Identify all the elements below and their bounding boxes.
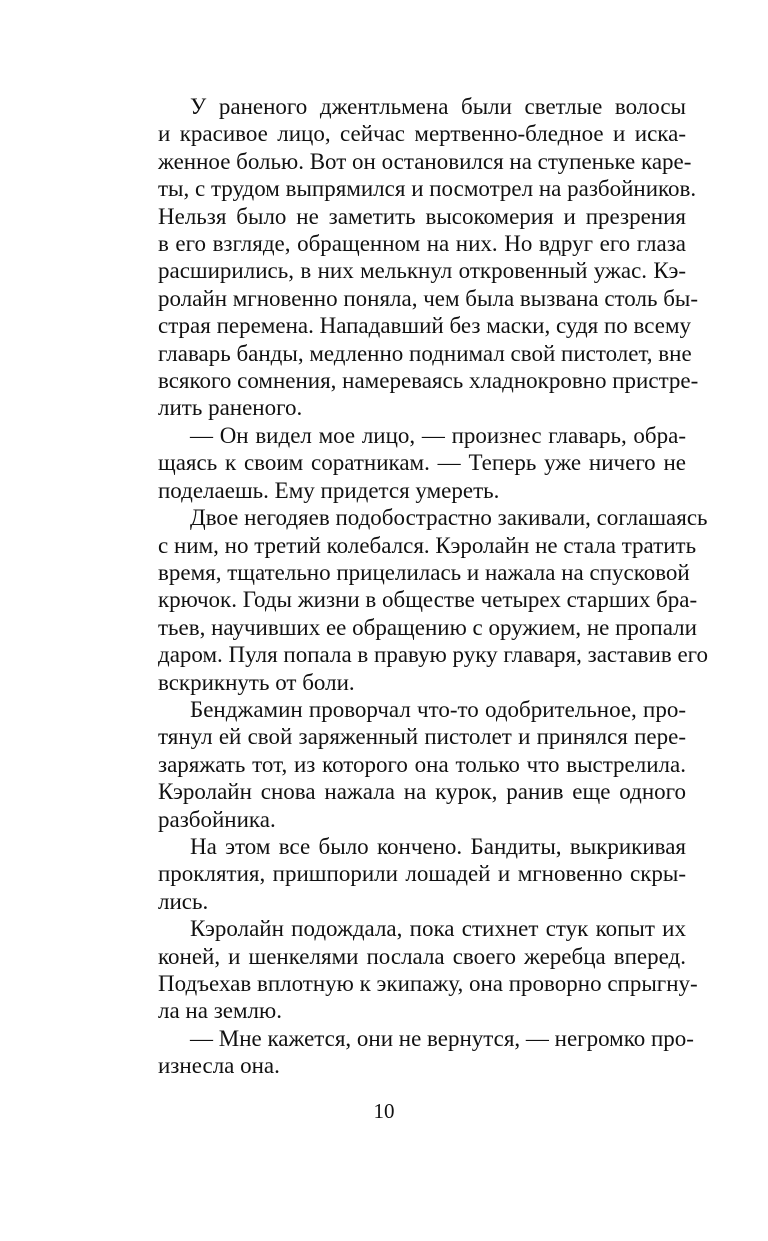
paragraph-6 [126, 915, 698, 1025]
text-line: На этом все было кончено. Бандиты, выкрикивая [190, 833, 686, 859]
text-line: страя перемена. Нападавший без маски, судя по всему [158, 313, 692, 339]
paragraph-1 [126, 93, 699, 422]
text-line: женное болью. Вот он остановился на ступеньке каре- [158, 148, 692, 174]
text-line: Нельзя было не заметить высокомерия и презрения [158, 203, 686, 229]
text-line: лить раненого. [158, 395, 303, 421]
text-line: изнесла она. [158, 1053, 280, 1079]
text-line: главарь банды, медленно поднимал свой пистолет, вне [158, 340, 692, 366]
text-line: поделаешь. Ему придется умереть. [158, 477, 500, 503]
text-line: Подъехав вплотную к экипажу, она проворно спрыгну- [158, 971, 698, 996]
text-line: всякого сомнения, намереваясь хладнокровно пристре- [158, 368, 699, 394]
text-line: Двое негодяев подобострастно закивали, соглашаясь [190, 505, 708, 531]
text-line: — Мне кажется, они не вернутся, — негромко про- [190, 1025, 694, 1051]
text-line: Кэролайн подождала, пока стихнет стук копыт их [190, 916, 686, 942]
paragraph-5 [126, 833, 686, 915]
text-line: с ним, но третий колебался. Кэролайн не стала тратить [158, 532, 697, 558]
paragraph-7 [126, 1025, 694, 1080]
text-line: Кэролайн снова нажала на курок, ранив еще одного [158, 779, 686, 805]
text-line: щаясь к своим соратникам. — Теперь уже ничего не [158, 450, 686, 476]
text-line: тьев, научивших ее обращению с оружием, не пропали [158, 614, 697, 640]
text-line: — Он видел мое лицо, — произнес главарь, обра- [190, 422, 686, 448]
text-line: У раненого джентльмена были светлые волосы [190, 94, 686, 119]
text-line: тянул ей свой заряженный пистолет и принялся пере- [158, 724, 686, 750]
text-line: ролайн мгновенно поняла, чем была вызвана столь бы- [158, 285, 699, 311]
text-line: время, тщательно прицелилась и нажала на спусковой [158, 559, 690, 585]
text-line: даром. Пуля попала в правую руку главаря, заставив его [158, 642, 709, 668]
text-line: в его взгляде, обращенном на них. Но вдруг его глаза [158, 231, 686, 257]
paragraph-2 [126, 422, 686, 504]
text-line: разбойника. [158, 806, 276, 832]
text-line: заряжать тот, из которого она только что выстрелила. [158, 751, 686, 777]
text-line: ты, с трудом выпрямился и посмотрел на разбойников. [158, 176, 697, 202]
text-line: ла на землю. [158, 998, 282, 1024]
text-line: коней, и шенкелями послала своего жеребца вперед. [158, 943, 686, 969]
text-line: Бенджамин проворчал что-то одобрительное, про- [190, 696, 686, 722]
text-line: расширились, в них мелькнул откровенный ужас. Кэ- [158, 258, 686, 284]
page-body [126, 93, 709, 1080]
paragraph-3 [126, 504, 709, 696]
text-line: и красивое лицо, сейчас мертвенно-бледное и иска- [158, 121, 686, 147]
text-line: крючок. Годы жизни в обществе четырех старших бра- [158, 587, 698, 613]
page-number: 10 [373, 1099, 395, 1123]
text-line: вскрикнуть от боли. [158, 669, 355, 695]
paragraph-4 [126, 696, 686, 833]
text-line: проклятия, пришпорили лошадей и мгновенно скры- [158, 861, 686, 887]
text-line: лись. [158, 888, 209, 914]
